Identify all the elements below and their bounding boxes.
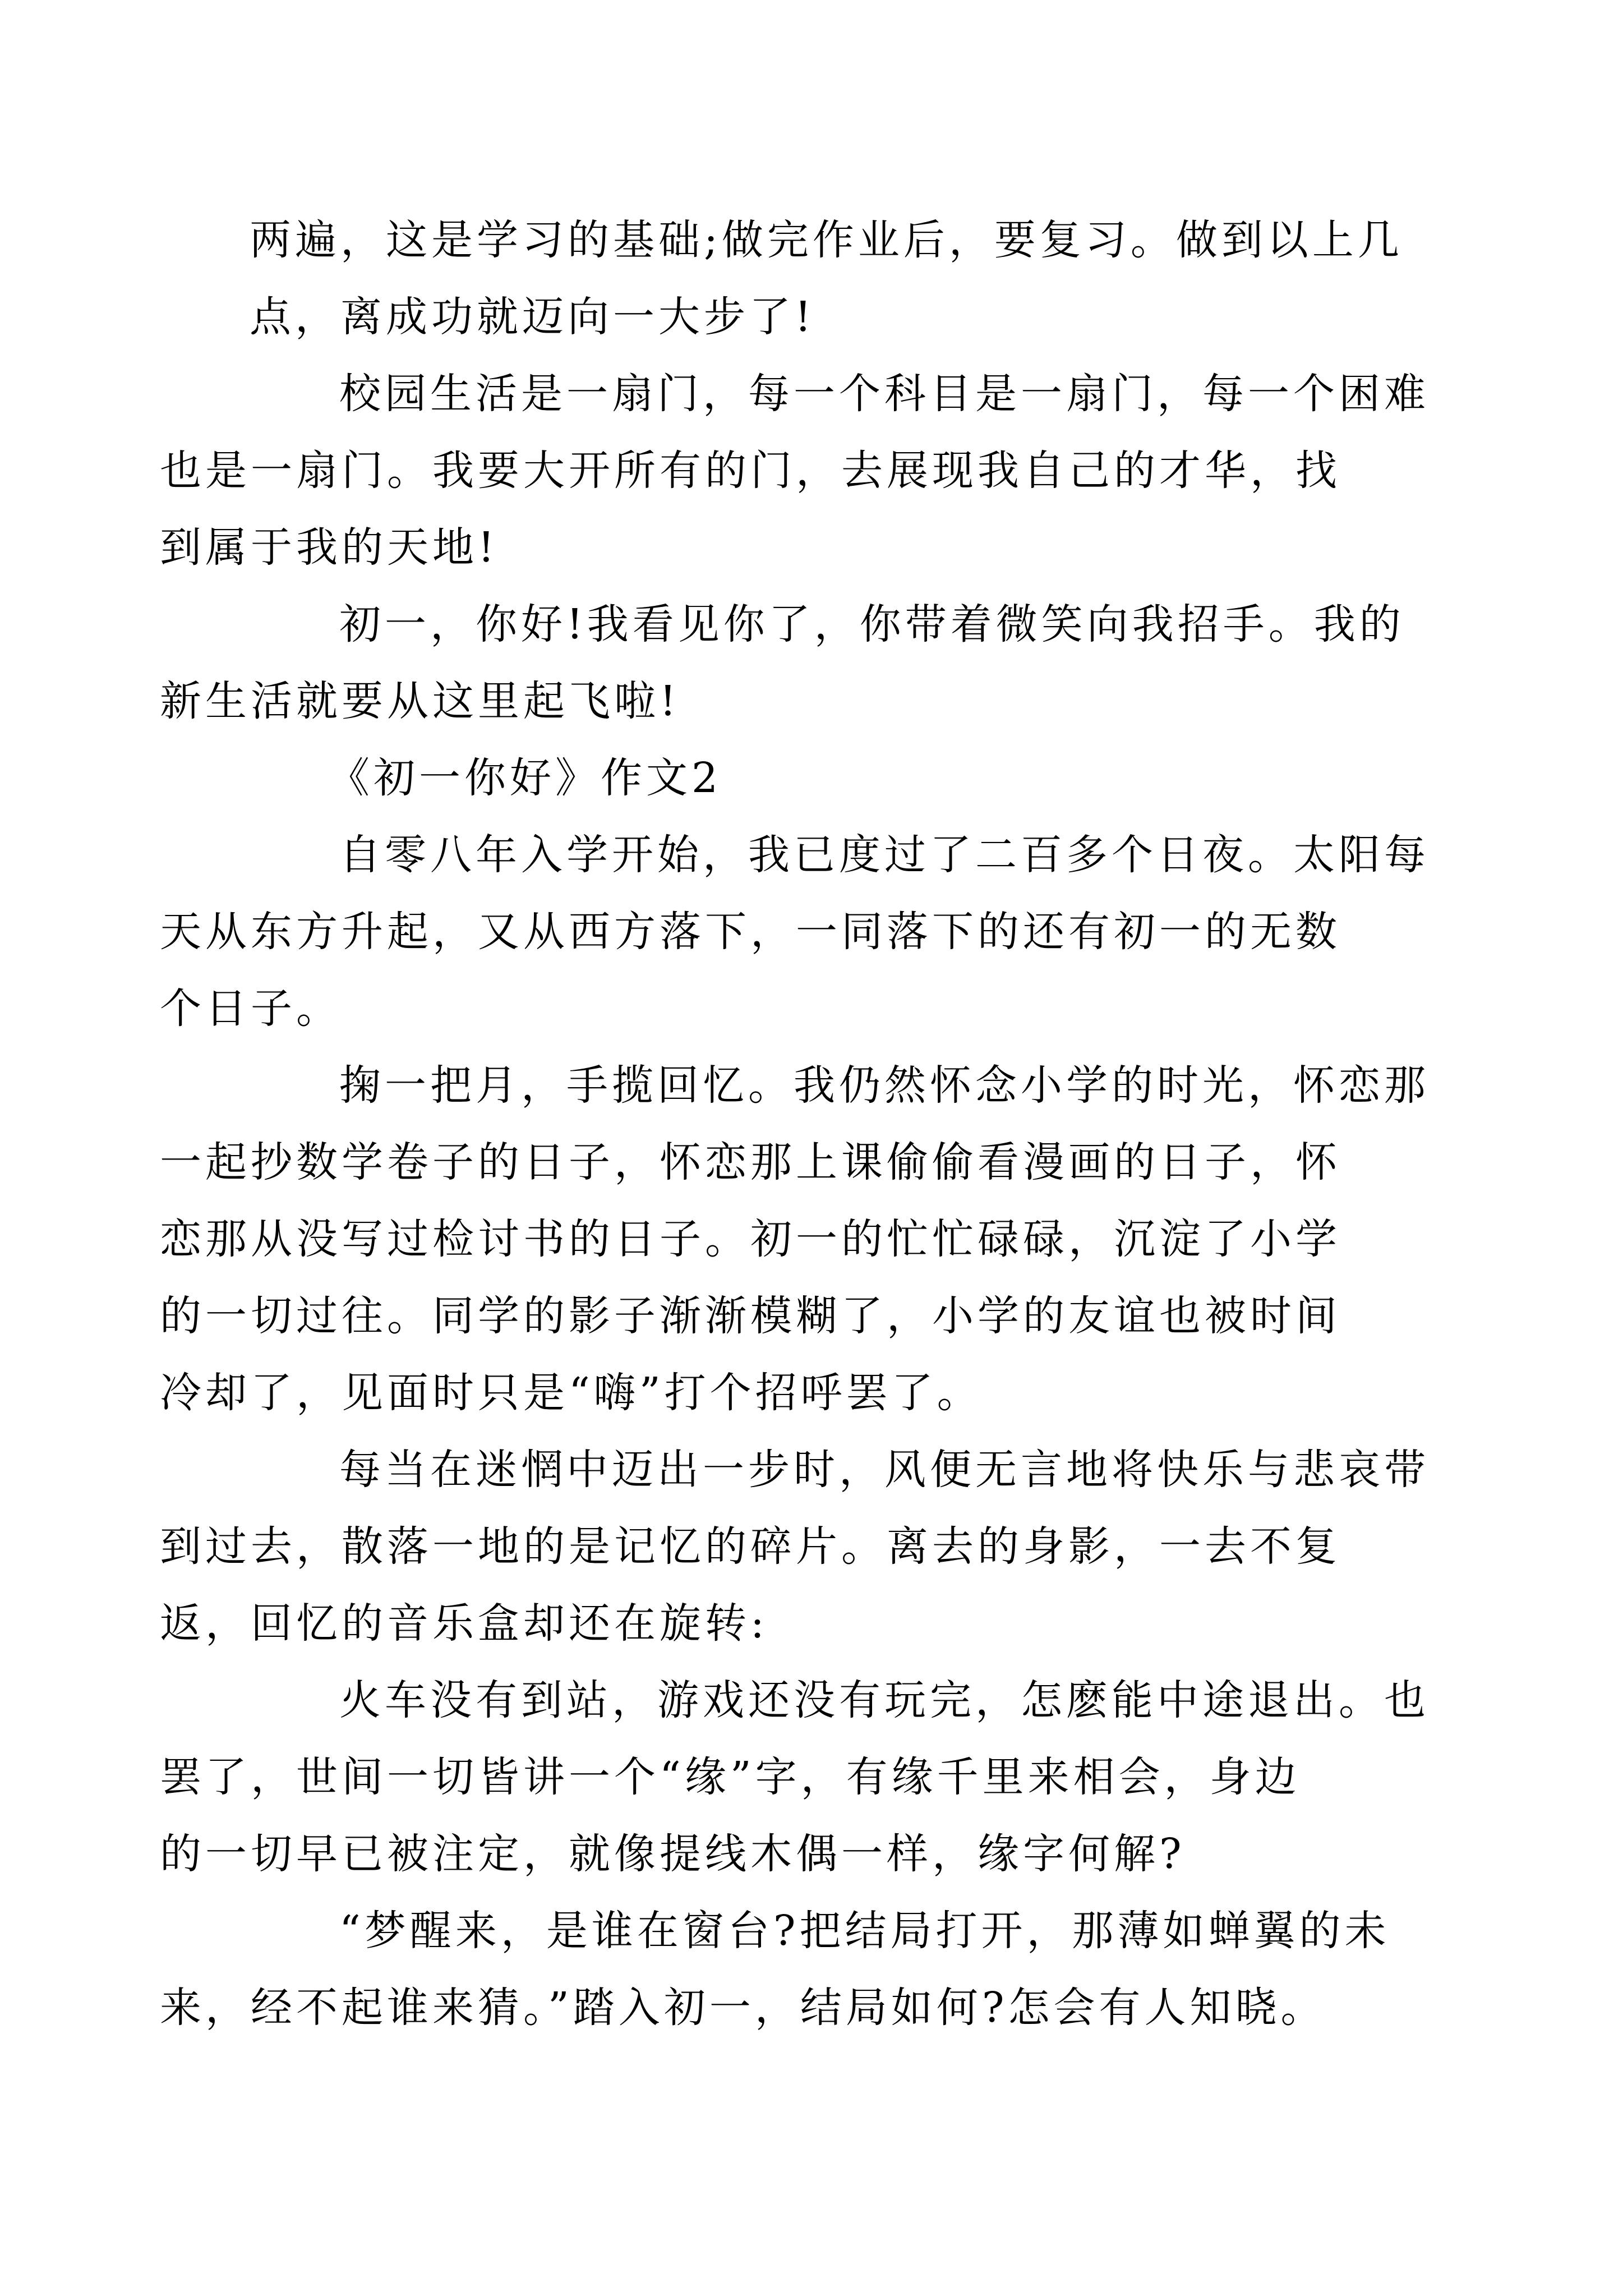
text-line: 天从东方升起，又从西方落下，一同落下的还有初一的无数	[160, 908, 1341, 956]
text-line: 到过去，散落一地的是记忆的碎片。离去的身影，一去不复	[160, 1522, 1341, 1571]
text-line: 来，经不起谁来猜。”踏入初一，结局如何?怎会有人知晓。	[160, 1984, 1326, 2032]
text-line: 返，回忆的音乐盒却还在旋转:	[160, 1599, 768, 1648]
paragraph-7	[160, 1662, 1430, 1893]
essay-heading: 《初一你好》作文2	[328, 754, 722, 802]
text-line: 一起抄数学卷子的日子，怀恋那上课偷偷看漫画的日子，怀	[160, 1138, 1341, 1186]
text-line: 到属于我的天地!	[160, 523, 499, 572]
text-line: 每当在迷惘中迈出一步时，风便无言地将快乐与悲哀带	[339, 1446, 1430, 1494]
text-line: 罢了，世间一切皆讲一个“缘”字，有缘千里来相会，身边	[160, 1753, 1301, 1801]
paragraph-4	[160, 817, 1430, 1047]
paragraph-8	[160, 1893, 1405, 2046]
text-line: 点，离成功就迈向一大步了!	[250, 293, 815, 341]
text-line: 初一，你好!我看见你了，你带着微笑向我招手。我的	[339, 600, 1405, 648]
paragraph-6	[160, 1432, 1430, 1662]
text-line: 的一切过往。同学的影子渐渐模糊了，小学的友谊也被时间	[160, 1292, 1341, 1340]
text-line: 的一切早已被注定，就像提线木偶一样，缘字何解?	[160, 1830, 1186, 1878]
text-line: 也是一扇门。我要大开所有的门，去展现我自己的才华，找	[160, 447, 1341, 495]
text-line: 火车没有到站，游戏还没有玩完，怎麽能中途退出。也	[339, 1676, 1430, 1724]
text-line: 恋那从没写过检讨书的日子。初一的忙忙碌碌，沉淀了小学	[160, 1215, 1341, 1263]
paragraph-1	[250, 202, 1405, 356]
paragraph-3	[160, 586, 1405, 740]
paragraph-2	[160, 356, 1430, 586]
text-line: 两遍，这是学习的基础;做完作业后，要复习。做到以上几	[250, 216, 1403, 264]
text-line: 冷却了，见面时只是“嗨”打个招呼罢了。	[160, 1369, 983, 1417]
text-line: 个日子。	[160, 984, 342, 1033]
text-line: “梦醒来，是谁在窗台?把结局打开，那薄如蝉翼的未	[339, 1907, 1390, 1955]
text-line: 校园生活是一扇门，每一个科目是一扇门，每一个困难	[339, 370, 1430, 418]
text-line: 掬一把月，手揽回忆。我仍然怀念小学的时光，怀恋那	[339, 1061, 1430, 1110]
document-body	[160, 202, 1430, 2046]
paragraph-5	[160, 1047, 1430, 1432]
text-line: 新生活就要从这里起飞啦!	[160, 677, 680, 725]
text-line: 自零八年入学开始，我已度过了二百多个日夜。太阳每	[339, 831, 1430, 879]
